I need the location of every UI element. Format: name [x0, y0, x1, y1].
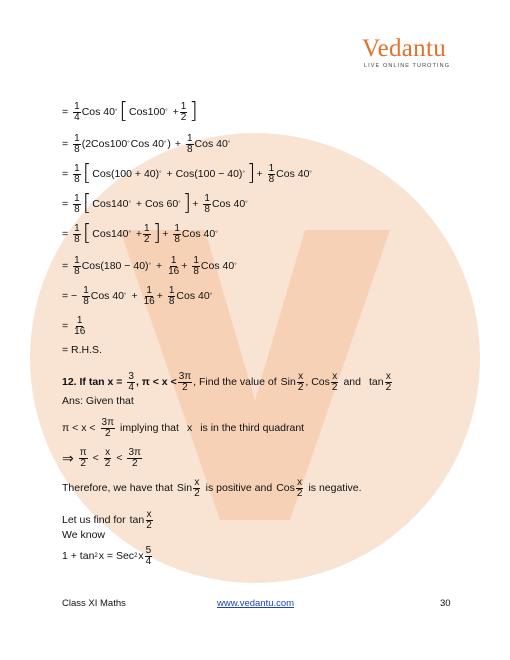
term: Cos 40 [194, 138, 228, 150]
answer-weknow: We know [62, 529, 105, 541]
term: tan [129, 514, 145, 526]
equals-sign: = [62, 320, 69, 332]
fraction: $\frac{x}{2}$ [331, 370, 338, 393]
derivation-line-1: = $\frac{1}{4}$ Cos 40 ° [ Cos100 ° + $\frac{1}{2}$ ] [62, 99, 198, 124]
question-text: , Find the value of [193, 376, 277, 388]
fraction: $\frac{1}{8}$ [268, 162, 275, 185]
fraction: $\frac{1}{8}$ [74, 162, 80, 185]
operator: + [155, 260, 163, 272]
fraction: $\frac{1}{8}$ [168, 284, 175, 307]
conjunction: and [343, 376, 361, 388]
operator: + [131, 290, 138, 302]
term: Cos140 [92, 198, 129, 210]
footer-website-link[interactable]: www.vedantu.com [217, 598, 295, 609]
fraction: $\frac{1}{8}$ [186, 132, 193, 155]
derivation-line-6: = $\frac{1}{8}$ Cos(180 − 40) ° + $\frac{1}{16}$ + $\frac{1}{8}$ Cos 40 ° [62, 254, 237, 277]
term: 1 + tan [62, 550, 95, 562]
term: Cos100 [128, 106, 166, 118]
equals-sign: = [62, 198, 69, 210]
derivation-line-5: = $\frac{1}{8}$ [ Cos140 ° + $\frac{1}{2}$ ] + $\frac{1}{8}$ Cos 40 ° [62, 221, 218, 246]
derivation-line-2: = $\frac{1}{8}$ (2Cos100 ° Cos 40 ° ) + $\frac{1}{8}$ Cos 40 ° [62, 132, 231, 155]
fraction: $\frac{1}{8}$ [174, 222, 180, 245]
equals-sign: = [62, 106, 69, 118]
fraction: $\frac{1}{8}$ [74, 132, 80, 155]
operator: + [192, 198, 199, 210]
fraction: $\frac{x}{2}$ [297, 370, 304, 393]
operator: + [156, 290, 163, 302]
operator: + [174, 138, 181, 150]
equals-sign: = [62, 228, 69, 240]
answer-inequality [62, 412, 304, 444]
term: Cos 40 [276, 168, 310, 180]
fraction: $\frac{1}{16}$ [74, 314, 86, 337]
operator: + [181, 260, 188, 272]
term: Cos [276, 482, 295, 494]
answer-text: implying that [119, 422, 179, 434]
fraction: $\frac{1}{16}$ [168, 254, 180, 277]
operator: + [135, 228, 143, 240]
term: π < x < [62, 422, 96, 434]
derivation-line-4: = $\frac{1}{8}$ [ Cos140 ° + Cos 60 ° ] + $\frac{1}{8}$ Cos 40 ° [62, 191, 248, 216]
fraction: $\frac{1}{8}$ [83, 284, 89, 307]
fraction: $\frac{5}{4}$ [145, 544, 152, 567]
answer-text: Let us find for [62, 514, 126, 526]
term: ) [167, 138, 171, 150]
answer-text: is in the third quadrant [200, 422, 305, 434]
answer-text: is positive and [205, 482, 273, 494]
fraction: $\frac{x}{2}$ [146, 508, 152, 531]
term: Cos 40 [211, 198, 246, 210]
fraction: $\frac{x}{2}$ [296, 476, 303, 499]
equals-sign: = − [62, 290, 78, 302]
term: Cos 40 [181, 228, 216, 240]
equals-sign: = [62, 168, 69, 180]
answer-text: Therefore, we have that [62, 482, 173, 494]
fraction: $\frac{1}{8}$ [74, 222, 80, 245]
fraction: $\frac{1}{8}$ [204, 192, 210, 215]
term: x [138, 550, 144, 562]
term: x [186, 422, 193, 434]
fraction: $\frac{1}{16}$ [143, 284, 155, 307]
operator: < [116, 452, 123, 464]
answer-given: Ans: Given that [62, 395, 134, 407]
fraction: $\frac{3\pi}{2}$ [128, 446, 141, 469]
fraction: $\frac{3}{4}$ [128, 370, 134, 393]
term: Cos 40 [90, 290, 125, 302]
answer-signs [62, 472, 362, 504]
question-prefix: 12. If tan x = [62, 376, 123, 388]
fraction: $\frac{1}{4}$ [74, 100, 80, 123]
logo-tagline: LIVE ONLINE TUROTING [364, 63, 451, 69]
term: + Cos 60 [135, 198, 179, 210]
implies-arrow: ⇒ [62, 449, 74, 466]
fraction: $\frac{1}{8}$ [74, 254, 80, 277]
derivation-line-9 [62, 334, 102, 366]
rhs-conclusion: = R.H.S. [62, 344, 102, 356]
derivation-line-7: = − $\frac{1}{8}$ Cos 40 ° + $\frac{1}{16}$ + $\frac{1}{8}$ Cos 40 ° [62, 284, 213, 307]
footer-page-number: 30 [440, 598, 451, 609]
equals-sign: = [62, 138, 69, 150]
logo-wordmark: Vedantu [362, 35, 447, 62]
term: Cos(180 − 40) [81, 260, 149, 272]
term: Sin [176, 482, 193, 494]
operator: + [256, 168, 263, 180]
answer-half-angle [62, 442, 143, 474]
term: tan [369, 376, 384, 388]
term: x = Sec [98, 550, 135, 562]
fraction: $\frac{1}{8}$ [74, 192, 80, 215]
answer-text: is negative. [308, 482, 362, 494]
equals-sign: = [62, 260, 69, 272]
operator: + [172, 106, 179, 118]
term: Cos 40 [176, 290, 210, 302]
footer-subject: Class XI Maths [62, 598, 126, 609]
term: Cos(100 + 40) [92, 168, 160, 180]
fraction: $\frac{x}{2}$ [194, 476, 200, 499]
term: (2Cos100 [81, 138, 128, 150]
term: Cos 40 [130, 138, 164, 150]
term: Cos 40 [200, 260, 235, 272]
question-condition: , π < x < [135, 376, 177, 388]
fraction: $\frac{3\pi}{2}$ [178, 370, 192, 393]
term: + Cos(100 − 40) [166, 168, 243, 180]
fraction: $\frac{3\pi}{2}$ [101, 416, 114, 439]
term: Sin [280, 376, 296, 388]
fraction: $\frac{1}{2}$ [144, 222, 150, 245]
operator: < [92, 452, 99, 464]
operator: + [162, 228, 169, 240]
term: Cos140 [92, 228, 129, 240]
fraction: $\frac{x}{2}$ [104, 446, 111, 469]
fraction: $\frac{1}{8}$ [193, 254, 199, 277]
fraction: $\frac{\pi}{2}$ [79, 446, 87, 469]
derivation-line-3: = $\frac{1}{8}$ [ Cos(100 + 40) ° + Cos(100 − 40) ° ] + $\frac{1}{8}$ Cos 40 ° [62, 161, 312, 186]
fraction: $\frac{1}{2}$ [180, 100, 187, 123]
answer-identity: 1 + tan 2 x = Sec 2 x $\frac{5}{4}$ [62, 544, 152, 567]
term: Cos 40 [81, 106, 115, 118]
fraction: $\frac{x}{2}$ [385, 370, 392, 393]
term: , Cos [305, 376, 330, 388]
vedantu-logo [362, 36, 454, 69]
